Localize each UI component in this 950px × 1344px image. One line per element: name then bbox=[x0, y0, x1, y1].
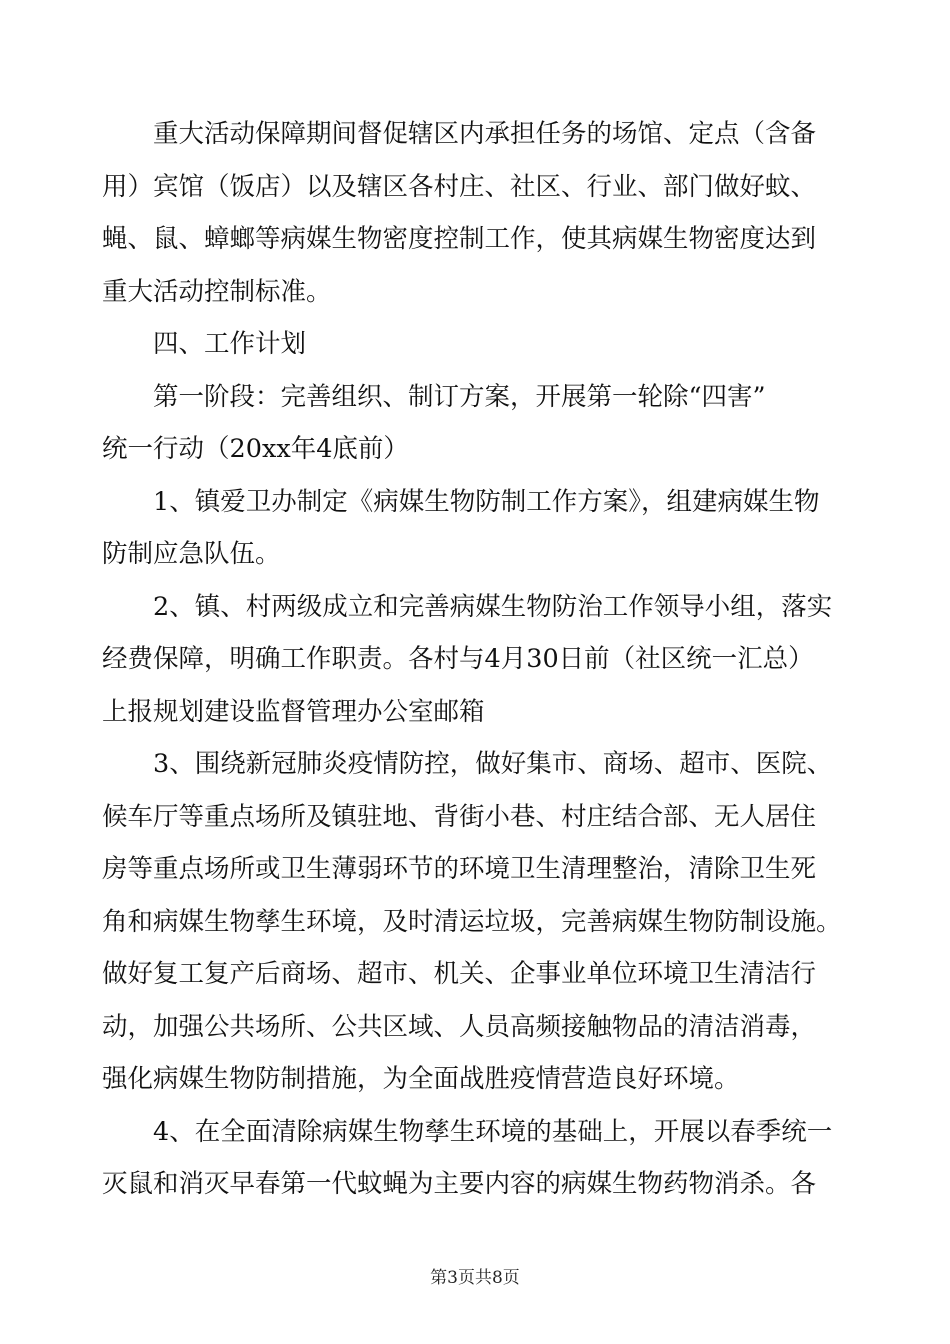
line: 统一行动（20xx年4底前） bbox=[102, 434, 409, 464]
line: 防制应急队伍。 bbox=[102, 539, 281, 569]
line: 四、工作计划 bbox=[153, 329, 307, 359]
line: 2、镇、村两级成立和完善病媒生物防治工作领导小组，落实 bbox=[153, 591, 833, 622]
line: 重大活动保障期间督促辖区内承担任务的场馆、定点（含备 bbox=[153, 119, 817, 149]
line: 房等重点场所或卫生薄弱环节的环境卫生清理整治，清除卫生死 bbox=[102, 854, 817, 884]
line: 动，加强公共场所、公共区域、人员高频接触物品的清洁消毒， bbox=[102, 1011, 817, 1042]
paragraph-item-2 bbox=[102, 581, 852, 739]
section-heading bbox=[102, 318, 852, 371]
line: 用）宾馆（饭店）以及辖区各村庄、社区、行业、部门做好蚊、 bbox=[102, 171, 817, 202]
paragraph-item-4 bbox=[102, 1106, 852, 1211]
paragraph-item-1 bbox=[102, 476, 852, 581]
line: 蝇、鼠、蟑螂等病媒生物密度控制工作，使其病媒生物密度达到 bbox=[102, 224, 817, 254]
line: 4、在全面清除病媒生物孳生环境的基础上，开展以春季统一 bbox=[153, 1116, 833, 1147]
paragraph-stage-one bbox=[102, 371, 852, 476]
line: 角和病媒生物孳生环境，及时清运垃圾，完善病媒生物防制设施。 bbox=[102, 906, 842, 937]
line: 灭鼠和消灭早春第一代蚊蝇为主要内容的病媒生物药物消杀。各 bbox=[102, 1169, 817, 1199]
paragraph-item-3 bbox=[102, 738, 852, 1106]
line: 1、镇爱卫办制定《病媒生物防制工作方案》，组建病媒生物 bbox=[153, 486, 820, 517]
line: 重大活动控制标准。 bbox=[102, 276, 332, 307]
line: 3、围绕新冠肺炎疫情防控，做好集市、商场、超市、医院、 bbox=[153, 749, 833, 779]
document-body bbox=[102, 108, 852, 1211]
line: 经费保障，明确工作职责。各村与4月30日前（社区统一汇总） bbox=[102, 644, 814, 674]
line: 上报规划建设监督管理办公室邮箱 bbox=[102, 696, 485, 727]
page-number: 第3页共8页 bbox=[430, 1268, 520, 1288]
line: 第一阶段：完善组织、制订方案，开展第一轮除“四害” bbox=[153, 381, 766, 412]
line: 候车厅等重点场所及镇驻地、背街小巷、村庄结合部、无人居住 bbox=[102, 801, 817, 832]
paragraph-1 bbox=[102, 108, 852, 318]
line: 做好复工复产后商场、超市、机关、企事业单位环境卫生清洁行 bbox=[102, 959, 817, 989]
line: 强化病媒生物防制措施，为全面战胜疫情营造良好环境。 bbox=[102, 1064, 740, 1094]
